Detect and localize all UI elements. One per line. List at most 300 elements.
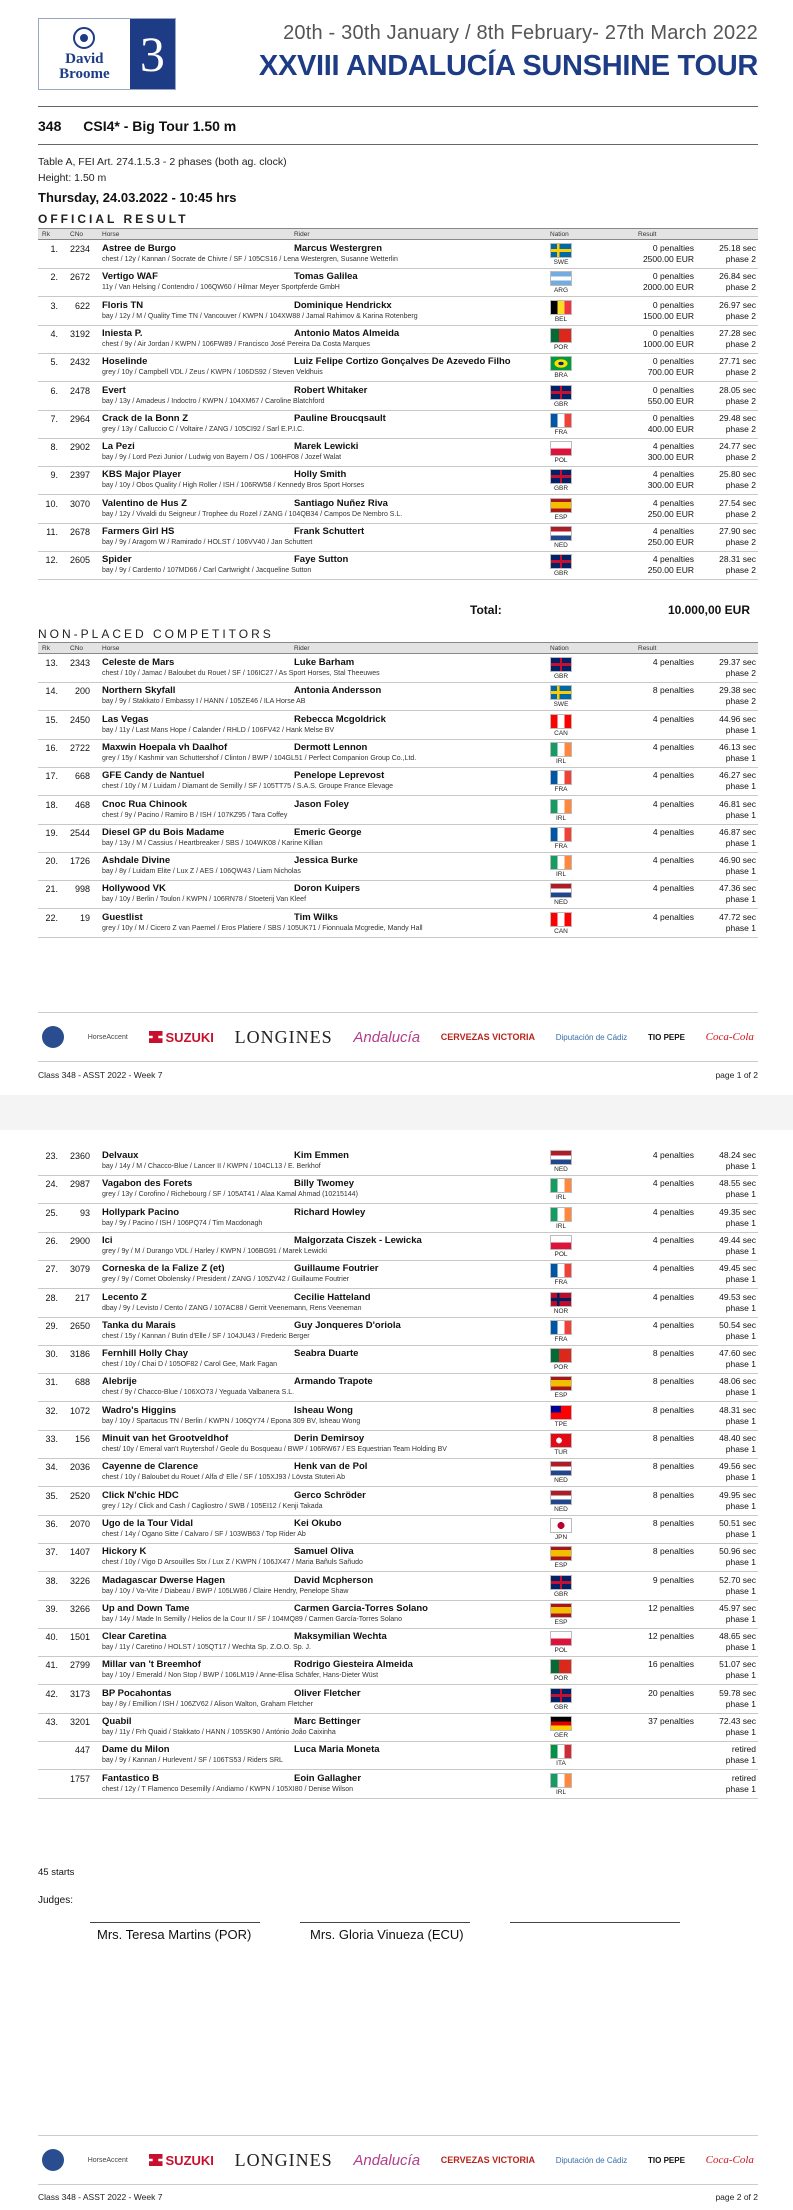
- nation-code: POR: [553, 1364, 569, 1372]
- horse-name: Tanka du Marais: [102, 1319, 176, 1331]
- horse-name: Wadro's Higgins: [102, 1404, 177, 1416]
- competitor-number: 2478: [69, 385, 90, 396]
- table-row: [38, 712, 758, 740]
- penalties: 4 penalties: [652, 1291, 694, 1302]
- phase: phase 1: [725, 1727, 756, 1737]
- footer-page: page 1 of 2: [715, 1070, 758, 1080]
- divider: [38, 144, 758, 145]
- flag-icon: [550, 855, 572, 870]
- penalties: 4 penalties: [652, 798, 694, 809]
- horse-name: La Pezi: [102, 441, 135, 453]
- horse-info: bay / 8y / Emillion / ISH / 106ZV62 / Alison Walton, Graham Fletcher: [102, 1700, 313, 1708]
- nation-code: FRA: [554, 842, 568, 850]
- penalties: 8 penalties: [652, 1376, 694, 1387]
- usa-emblem-icon: [42, 1026, 67, 1048]
- competitor-number: 3266: [69, 1603, 90, 1614]
- rider-name: Cecilie Hatteland: [294, 1291, 371, 1303]
- horse-name: Fernhill Holly Chay: [102, 1348, 189, 1360]
- time: 29.37 sec: [719, 657, 756, 667]
- sponsor-logo: [235, 1027, 333, 1048]
- flag-icon: [550, 1178, 572, 1193]
- competitor-number: 2902: [69, 442, 90, 453]
- time: 27.90 sec: [719, 526, 756, 536]
- col-horse: Horse: [102, 645, 120, 652]
- logo-name: David Broome: [59, 50, 110, 82]
- competitor-number: 3070: [69, 498, 90, 509]
- rider-name: Tim Wilks: [294, 911, 339, 923]
- horse-info: dbay / 9y / Levisto / Cento / ZANG / 107AC88 / Gerrit Veenemann, Rens Veeneman: [102, 1304, 362, 1312]
- competitor-number: 1501: [69, 1632, 90, 1643]
- prize-money: 300.00 EUR: [647, 480, 694, 491]
- horse-name: Las Vegas: [102, 713, 149, 725]
- rank: 8.: [50, 442, 58, 453]
- nation-code: GBR: [553, 673, 569, 680]
- sponsor-name: HorseAccent: [87, 1033, 128, 1041]
- phase: phase 1: [725, 894, 756, 905]
- penalties: 12 penalties: [648, 1602, 694, 1613]
- penalties: 20 penalties: [648, 1687, 694, 1698]
- flag-icon: [550, 469, 572, 484]
- rider-name: Malgorzata Ciszek - Lewicka: [294, 1234, 422, 1246]
- rank: 14.: [45, 686, 58, 697]
- nation-code: FRA: [554, 428, 568, 436]
- flag-icon: [550, 1546, 572, 1561]
- sponsor-name: Coca-Cola: [705, 1031, 754, 1043]
- prize-money: 700.00 EUR: [647, 367, 694, 378]
- flag-icon: [550, 657, 572, 672]
- time: 45.97 sec: [719, 1602, 756, 1613]
- table-row: [38, 881, 758, 909]
- phase: phase 1: [725, 809, 756, 820]
- prize-money: 1500.00 EUR: [642, 310, 694, 321]
- time: 26.97 sec: [719, 299, 756, 310]
- flag-icon: [550, 1235, 572, 1250]
- competition-title: CSI4* - Big Tour 1.50 m: [83, 118, 237, 134]
- time: 59.78 sec: [719, 1687, 756, 1698]
- official-result-title: OFFICIAL RESULT: [38, 212, 189, 226]
- phase: phase 1: [725, 1444, 756, 1454]
- table-row: [38, 1573, 758, 1601]
- horse-info: grey / 10y / Campbell VDL / Zeus / KWPN / 106DS92 / Steven Veldhuis: [102, 369, 323, 377]
- competitor-number: 93: [79, 1207, 90, 1218]
- nation-code: ESP: [554, 1392, 568, 1400]
- phase: phase 2: [725, 452, 756, 463]
- sponsor-name: HorseAccent: [87, 2156, 128, 2164]
- nation-code: TUR: [554, 1449, 568, 1456]
- col-rider: Rider: [294, 231, 310, 238]
- judges-label: Judges:: [38, 1895, 74, 1906]
- flag-icon: [550, 1716, 572, 1731]
- competitor-number: 2900: [69, 1235, 90, 1246]
- phase: phase 1: [725, 724, 756, 735]
- rank: 32.: [45, 1405, 58, 1416]
- horse-info: bay / 12y / M / Quality Time TN / Vancouver / KWPN / 104XW88 / Jamal Rahimov & Karina Rotenberg: [102, 312, 418, 320]
- horse-name: Cayenne de Clarence: [102, 1461, 199, 1473]
- horse-info: bay / 9y / Pacino / ISH / 106PQ74 / Tim Macdonagh: [102, 1219, 263, 1227]
- signature-line: [300, 1922, 470, 1923]
- rank: 15.: [45, 714, 58, 725]
- table-row: [38, 1544, 758, 1572]
- table-row: [38, 241, 758, 269]
- competitor-number: 217: [74, 1292, 90, 1303]
- horse-info: chest / 12y / T Flamenco Desemilly / Andiamo / KWPN / 105XI80 / Denise Wilson: [102, 1785, 354, 1793]
- rank: 43.: [45, 1717, 58, 1727]
- phase: phase 1: [725, 1642, 756, 1653]
- competitor-number: 1407: [69, 1547, 90, 1558]
- competitor-number: 2070: [69, 1518, 90, 1529]
- rider-name: David Mcpherson: [294, 1574, 374, 1586]
- phase: phase 1: [725, 1500, 756, 1511]
- rank: 30.: [45, 1349, 58, 1360]
- competition-date: Thursday, 24.03.2022 - 10:45 hrs: [38, 190, 237, 205]
- penalties: 4 penalties: [652, 770, 694, 781]
- competitor-number: 2722: [69, 742, 90, 753]
- horse-name: Iniesta P.: [102, 327, 143, 339]
- competitor-number: 2397: [69, 470, 90, 481]
- horse-info: chest / 14y / Ogano Sitte / Calvaro / SF / 103WB63 / Top Rider Ab: [102, 1530, 306, 1538]
- phase: phase 2: [725, 696, 756, 707]
- nation-code: ESP: [554, 1562, 568, 1570]
- phase: phase 1: [725, 922, 756, 933]
- time: 47.72 sec: [719, 911, 756, 922]
- rider-name: Rebecca Mcgoldrick: [294, 713, 386, 725]
- rank: 33.: [45, 1434, 58, 1444]
- rank: 38.: [45, 1575, 58, 1586]
- horse-name: Hollypark Pacino: [102, 1206, 180, 1218]
- sponsor-logo: [353, 2152, 420, 2169]
- penalties: 0 penalties: [652, 356, 694, 367]
- sponsor-name: CERVEZAS VICTORIA: [440, 1032, 535, 1042]
- competitor-number: 447: [74, 1745, 90, 1756]
- nation-code: SWE: [553, 701, 569, 709]
- penalties: 4 penalties: [652, 1178, 694, 1189]
- competitor-number: 668: [74, 771, 90, 782]
- horse-info: bay / 10y / Emerald / Non Stop / BWP / 106LM19 / Anne-Elisa Schäfer, Hans-Dieter Wüst: [102, 1672, 379, 1680]
- nation-code: POL: [554, 1250, 568, 1258]
- table-row: [38, 910, 758, 938]
- competitor-number: 3186: [69, 1349, 90, 1360]
- flag-icon: [550, 714, 572, 729]
- flag-icon: [550, 799, 572, 814]
- nation-code: FRA: [554, 1335, 568, 1343]
- prize-money: 2500.00 EUR: [642, 254, 694, 264]
- time: 47.60 sec: [719, 1348, 756, 1359]
- horse-info: grey / 9y / M / Durango VDL / Harley / KWPN / 106BG91 / Marek Lewicki: [102, 1247, 327, 1255]
- penalties: 4 penalties: [652, 826, 694, 837]
- rank: 37.: [45, 1547, 58, 1558]
- flag-icon: [550, 1405, 572, 1420]
- competitor-number: 2605: [69, 555, 90, 566]
- nation-code: NOR: [553, 1307, 569, 1315]
- rider-name: Luke Barham: [294, 657, 355, 668]
- table-row: [38, 1657, 758, 1685]
- result-page-2: [0, 1130, 793, 2210]
- col-cno: CNo: [70, 231, 84, 238]
- prize-money: 250.00 EUR: [647, 565, 694, 576]
- penalties: 4 penalties: [652, 1319, 694, 1330]
- horse-name: Valentino de Hus Z: [102, 497, 187, 509]
- phase: phase 1: [725, 1189, 756, 1200]
- table-row: [38, 524, 758, 552]
- horse-info: bay / 9y / Aragorn W / Ramirado / HOLST / 106VV40 / Jan Schuttert: [102, 539, 313, 546]
- table-row: [38, 439, 758, 467]
- penalties: 8 penalties: [652, 1517, 694, 1528]
- penalties: 0 penalties: [652, 327, 694, 338]
- competitor-number: 1072: [69, 1405, 90, 1416]
- rider-name: Carmen Garcia-Torres Solano: [294, 1602, 428, 1614]
- table-row: [38, 1459, 758, 1487]
- horse-info: grey / 10y / M / Cicero Z van Paemel / Eros Platiere / SBS / 105UK71 / Fionnuala Mcgredie, Mandy Hall: [102, 924, 423, 932]
- horse-info: bay / 12y / Vivaldi du Seigneur / Trophee du Rozel / ZANG / 104QB34 / Campos De Nembro S.L.: [102, 510, 403, 518]
- horse-info: bay / 10y / Va-Vite / Diabeau / BWP / 105LW86 / Claire Hendry, Penelope Shaw: [102, 1587, 349, 1595]
- nation-code: IRL: [555, 1194, 567, 1202]
- height-info: Height: 1.50 m: [38, 172, 107, 184]
- rank: 5.: [50, 357, 58, 368]
- horse-name: Dame du Milon: [102, 1744, 170, 1756]
- nation-code: FRA: [554, 786, 568, 794]
- phase: phase 1: [725, 1330, 756, 1341]
- judge-name: Mrs. Teresa Martins (POR): [97, 1927, 252, 1942]
- time: 46.13 sec: [719, 741, 756, 752]
- flag-icon: [550, 385, 572, 400]
- flag-icon: [550, 1348, 572, 1363]
- rank: 42.: [45, 1688, 58, 1699]
- competitor-number: 2432: [69, 357, 90, 368]
- nation-code: ARG: [553, 287, 569, 295]
- sponsor-logo: [88, 1034, 128, 1041]
- rider-name: Kei Okubo: [294, 1517, 342, 1529]
- horse-info: bay / 11y / Last Mans Hope / Calander / RHLD / 106FV42 / Hank Melse BV: [102, 726, 335, 734]
- time: 25.18 sec: [719, 243, 756, 253]
- page-gap: [0, 1095, 793, 1130]
- time: 50.96 sec: [719, 1546, 756, 1557]
- rider-name: Derin Demirsoy: [294, 1433, 365, 1444]
- table-row: [38, 1488, 758, 1516]
- rider-name: Jason Foley: [294, 798, 349, 810]
- rank: 19.: [45, 827, 58, 838]
- rider-name: Oliver Fletcher: [294, 1687, 361, 1699]
- horse-name: Northern Skyfall: [102, 685, 176, 697]
- rank: 3.: [50, 300, 58, 311]
- flag-icon: [550, 827, 572, 842]
- table-row: [38, 1771, 758, 1799]
- rider-name: Doron Kuipers: [294, 883, 360, 895]
- competitor-number: 622: [74, 300, 90, 311]
- horse-info: bay / 13y / Amadeus / Indoctro / KWPN / 104XM67 / Caroline Blatchford: [102, 397, 325, 405]
- horse-name: Evert: [102, 384, 126, 396]
- time: 29.38 sec: [719, 685, 756, 696]
- phase: phase 1: [725, 1217, 756, 1228]
- flag-icon: [550, 554, 572, 569]
- sponsor-logo: [441, 2155, 535, 2165]
- flag-icon: [550, 413, 572, 428]
- col-horse: Horse: [102, 231, 120, 238]
- horse-info: bay / 14y / Made In Semilly / Helios de la Cour II / SF / 104MQ89 / Carmen García-Torres Solano: [102, 1615, 402, 1623]
- time: 49.53 sec: [719, 1291, 756, 1302]
- nation-code: GBR: [553, 1703, 569, 1711]
- rider-name: Penelope Leprevost: [294, 770, 385, 782]
- table-row: [38, 740, 758, 768]
- flag-icon: [550, 498, 572, 513]
- phase: phase 1: [725, 1415, 756, 1426]
- prize-money: 1000.00 EUR: [642, 338, 694, 349]
- rider-name: Seabra Duarte: [294, 1348, 359, 1360]
- penalties: 0 penalties: [652, 412, 694, 423]
- rank: 36.: [45, 1518, 58, 1529]
- competitor-number: 1726: [69, 856, 90, 867]
- table-row: [38, 1346, 758, 1374]
- rank: 27.: [45, 1264, 58, 1275]
- flag-icon: [550, 1744, 572, 1759]
- flag-icon: [550, 1292, 572, 1307]
- penalties: 0 penalties: [652, 243, 694, 253]
- flag-icon: [550, 300, 572, 315]
- phase: phase 1: [725, 1472, 756, 1483]
- time: 28.05 sec: [719, 384, 756, 395]
- penalties: 37 penalties: [648, 1716, 694, 1726]
- time: 48.31 sec: [719, 1404, 756, 1415]
- phase: phase 2: [725, 423, 756, 434]
- rank: 39.: [45, 1603, 58, 1614]
- phase: phase 1: [725, 1783, 756, 1794]
- penalties: 4 penalties: [652, 441, 694, 452]
- sponsor-logo: [235, 2150, 333, 2171]
- competitor-number: 468: [74, 799, 90, 810]
- nation-code: GBR: [553, 485, 569, 493]
- competitor-number: 2036: [69, 1462, 90, 1473]
- table-row: [38, 1431, 758, 1459]
- rank: 24.: [45, 1179, 58, 1190]
- horse-info: bay / 9y / Cardento / 107MD66 / Carl Cartwright / Jacqueline Sutton: [102, 567, 312, 575]
- signature-line: [510, 1922, 680, 1923]
- nation-code: FRA: [554, 1279, 568, 1287]
- prize-money: 300.00 EUR: [647, 452, 694, 463]
- time: 27.71 sec: [719, 356, 756, 367]
- penalties: 12 penalties: [648, 1631, 694, 1642]
- nation-code: NED: [554, 1505, 568, 1513]
- signature-line: [90, 1922, 260, 1923]
- competitor-number: 998: [74, 884, 90, 895]
- penalties: 0 penalties: [652, 384, 694, 395]
- horse-info: chest/ 10y / Emeral van't Ruytershof / Geole du Bosqueau / BWP / 106RW67 / ES Equestrian Team Holding BV: [102, 1446, 447, 1453]
- col-nation: Nation: [550, 231, 569, 238]
- table-row: [38, 1176, 758, 1204]
- phase: phase 1: [725, 781, 756, 792]
- table-row: [38, 1233, 758, 1261]
- time: 49.95 sec: [719, 1489, 756, 1500]
- horse-info: chest / 10y / Jamac / Baloubet du Rouet / SF / 106IC27 / As Sport Horses, Stal Theeuwes: [102, 670, 380, 677]
- horse-name: Corneska de la Falize Z (et): [102, 1263, 225, 1275]
- penalties: 4 penalties: [652, 469, 694, 480]
- phase: phase 1: [725, 1557, 756, 1568]
- nation-code: GBR: [553, 1590, 569, 1598]
- nation-code: CAN: [554, 927, 568, 935]
- nation-code: CAN: [554, 729, 568, 737]
- penalties: 0 penalties: [652, 271, 694, 282]
- horse-name: Minuit van het Grootveldhof: [102, 1433, 229, 1444]
- penalties: 4 penalties: [652, 497, 694, 508]
- horse-name: Spider: [102, 554, 132, 566]
- time: 48.40 sec: [719, 1433, 756, 1443]
- rank: 18.: [45, 799, 58, 810]
- rider-name: Eoin Gallagher: [294, 1772, 362, 1784]
- penalties: 4 penalties: [652, 1206, 694, 1217]
- time: 49.56 sec: [719, 1461, 756, 1472]
- rider-name: Isheau Wong: [294, 1404, 353, 1416]
- time: 29.48 sec: [719, 412, 756, 423]
- penalties: 4 penalties: [652, 883, 694, 894]
- col-result: Result: [638, 645, 657, 652]
- sponsor-logo: [706, 2154, 754, 2166]
- rank: 31.: [45, 1377, 58, 1388]
- prize-money: 550.00 EUR: [647, 395, 694, 406]
- flag-icon: [550, 526, 572, 541]
- phase: phase 2: [725, 537, 756, 547]
- nation-code: IRL: [555, 814, 567, 822]
- time: 27.54 sec: [719, 497, 756, 508]
- competitor-number: 3226: [69, 1575, 90, 1586]
- horse-info: grey / 13y / Calluccio C / Voltaire / ZANG / 105CI92 / Sarl E.P.I.C.: [102, 425, 305, 433]
- rider-name: Kim Emmen: [294, 1150, 349, 1161]
- time: 24.77 sec: [719, 441, 756, 452]
- rank: 13.: [45, 658, 58, 668]
- flag-icon: [550, 1688, 572, 1703]
- table-row: [38, 411, 758, 439]
- horse-info: bay / 10y / Obos Quality / High Roller / ISH / 106RW58 / Kennedy Bros Sport Horses: [102, 482, 365, 490]
- horse-name: GFE Candy de Nantuel: [102, 770, 205, 782]
- phase: phase 1: [725, 1528, 756, 1539]
- horse-name: Guestlist: [102, 911, 143, 923]
- time: 52.70 sec: [719, 1574, 756, 1585]
- horse-info: grey / 12y / Click and Cash / Cagliostro / SWB / 105EI12 / Kenji Takada: [102, 1502, 323, 1510]
- table-row: [38, 269, 758, 297]
- phase: phase 1: [725, 1613, 756, 1624]
- nation-code: GBR: [553, 400, 569, 408]
- rank: 35.: [45, 1490, 58, 1501]
- penalties: 4 penalties: [652, 911, 694, 922]
- total-label: Total:: [470, 603, 502, 617]
- table-rule: Table A, FEI Art. 274.1.5.3 - 2 phases (both ag. clock): [38, 156, 287, 168]
- phase: phase 2: [725, 508, 756, 519]
- competitor-number: 19: [79, 912, 90, 923]
- rider-name: Frank Schuttert: [294, 526, 365, 537]
- flag-icon: [550, 441, 572, 456]
- time: 51.07 sec: [719, 1659, 756, 1670]
- horse-info: bay / 14y / M / Chacco-Blue / Lancer II / KWPN / 104CL13 / E. Berkhof: [102, 1163, 321, 1170]
- competitor-number: 3192: [69, 328, 90, 339]
- horse-info: chest / 9y / Air Jordan / KWPN / 106FW89 / Francisco José Pereira Da Costa Marques: [102, 340, 371, 348]
- table-row: [38, 552, 758, 580]
- phase: phase 2: [725, 282, 756, 293]
- time: 50.54 sec: [719, 1319, 756, 1330]
- horse-name: Ugo de la Tour Vidal: [102, 1517, 193, 1529]
- table-row: [38, 825, 758, 853]
- horse-name: Farmers Girl HS: [102, 526, 175, 537]
- penalties: 4 penalties: [652, 855, 694, 866]
- phase: phase 2: [725, 338, 756, 349]
- rank: 29.: [45, 1320, 58, 1331]
- horse-name: Cnoc Rua Chinook: [102, 798, 187, 810]
- time: 46.90 sec: [719, 855, 756, 866]
- rider-name: Emeric George: [294, 826, 362, 838]
- table-row: [38, 1686, 758, 1714]
- sponsor-logo: [648, 1033, 685, 1042]
- footer-class: Class 348 - ASST 2022 - Week 7: [38, 2192, 163, 2202]
- sponsor-logo: [706, 1031, 754, 1043]
- phase: phase 1: [725, 1161, 756, 1171]
- nation-code: JPN: [554, 1533, 568, 1541]
- nation-code: BEL: [554, 315, 568, 323]
